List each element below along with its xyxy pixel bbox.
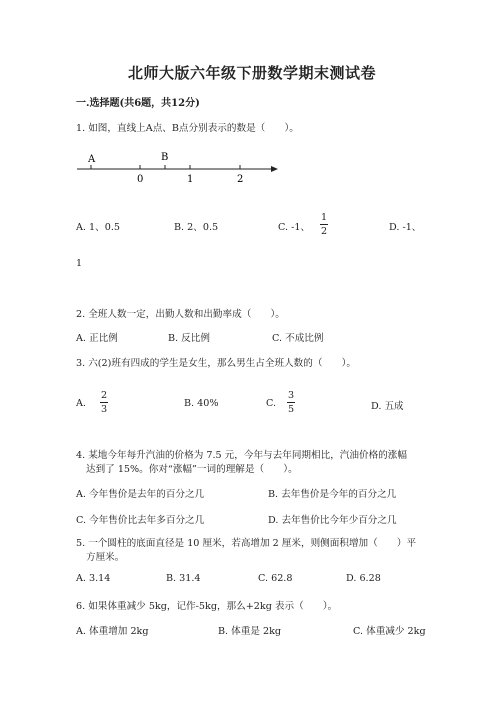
number-line-arrow — [271, 166, 278, 172]
q3-option-c-fraction — [287, 390, 295, 415]
fraction-numerator: 3 — [287, 390, 295, 401]
fraction-bar — [100, 402, 108, 403]
fraction-denominator: 3 — [100, 404, 108, 415]
q5-option-c[interactable]: C. 62.8 — [258, 573, 293, 584]
q1-option-b[interactable]: B. 2、0.5 — [174, 222, 219, 233]
question-5-text-line2: 方厘米。 — [86, 552, 125, 563]
q4-option-b[interactable]: B. 去年售价是今年的百分之几 — [268, 489, 397, 500]
fraction-denominator: 2 — [320, 226, 328, 237]
q1-option-a[interactable]: A. 1、0.5 — [76, 222, 120, 233]
question-4-text-line1: 4. 某地今年每升汽油的价格为 7.5 元，今年与去年同期相比，汽油价格的涨幅 — [76, 450, 407, 461]
q1-option-d-continued: 1 — [76, 258, 83, 269]
q3-option-a-fraction — [100, 390, 108, 415]
fraction-bar — [320, 224, 328, 225]
q2-option-b[interactable]: B. 反比例 — [168, 333, 210, 344]
label-2: 2 — [237, 174, 244, 185]
fraction-numerator: 1 — [320, 212, 328, 223]
q6-option-b[interactable]: B. 体重是 2kg — [218, 626, 282, 637]
label-1: 1 — [187, 174, 194, 185]
label-b: B — [161, 152, 169, 163]
q3-option-b[interactable]: B. 40% — [184, 398, 219, 409]
question-6-text: 6. 如果体重减少 5kg，记作-5kg，那么+2kg 表示（ ）。 — [76, 601, 338, 612]
q4-option-a[interactable]: A. 今年售价是去年的百分之几 — [76, 489, 205, 500]
q1-option-d[interactable]: D. -1、 — [389, 222, 422, 233]
q4-option-d[interactable]: D. 去年售价比今年少百分之几 — [268, 515, 397, 526]
q5-option-d[interactable]: D. 6.28 — [346, 573, 381, 584]
fraction-bar — [287, 402, 295, 403]
label-0: 0 — [137, 174, 144, 185]
question-1-text: 1. 如图，直线上A点、B点分别表示的数是（ ）。 — [76, 123, 299, 134]
q3-option-a[interactable]: A. — [76, 398, 86, 409]
question-3-text: 3. 六(2)班有四成的学生是女生，那么男生占全班人数的（ ）。 — [76, 358, 357, 369]
fraction-denominator: 5 — [287, 404, 295, 415]
q6-option-c[interactable]: C. 体重减少 2kg — [353, 626, 426, 637]
question-5-text-line1: 5. 一个圆柱的底面直径是 10 厘米，若高增加 2 厘米，则侧面积增加（ ）平 — [76, 538, 417, 549]
label-a: A — [88, 154, 96, 165]
q5-option-b[interactable]: B. 31.4 — [166, 573, 201, 584]
q4-option-c[interactable]: C. 今年售价比去年多百分之几 — [76, 515, 205, 526]
q3-option-c[interactable]: C. — [266, 398, 277, 409]
q2-option-a[interactable]: A. 正比例 — [76, 333, 118, 344]
question-2-text: 2. 全班人数一定，出勤人数和出勤率成（ ）。 — [76, 309, 285, 320]
number-line-figure — [72, 148, 282, 188]
page-title: 北师大版六年级下册数学期末测试卷 — [128, 64, 377, 82]
q5-option-a[interactable]: A. 3.14 — [76, 573, 111, 584]
q1-option-c[interactable]: C. -1、 — [278, 222, 311, 233]
q3-option-d[interactable]: D. 五成 — [371, 401, 404, 412]
q2-option-c[interactable]: C. 不成比例 — [272, 333, 324, 344]
q6-option-a[interactable]: A. 体重增加 2kg — [76, 626, 149, 637]
section-heading: 一.选择题(共6题，共12分) — [76, 98, 200, 109]
question-4-text-line2: 达到了 15%。你对“涨幅”一词的理解是（ ）。 — [86, 464, 298, 475]
fraction-numerator: 2 — [100, 390, 108, 401]
q1-option-c-fraction — [320, 212, 328, 237]
